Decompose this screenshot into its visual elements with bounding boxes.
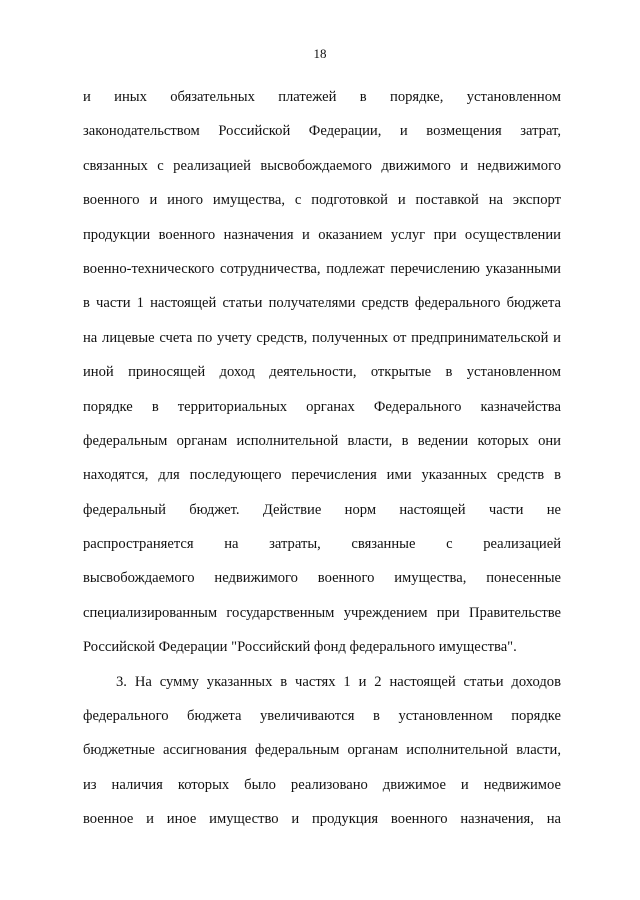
text-line: и иных обязательных платежей в порядке, установленном <box>83 89 561 105</box>
text-line: порядке в территориальных органах Федерального казначейства <box>83 398 561 415</box>
text-line: военного и иного имущества, с подготовкой и поставкой на экспорт <box>83 192 561 209</box>
text-line: федеральным органам исполнительной власти, в ведении которых они <box>83 432 561 449</box>
text-line: бюджетные ассигнования федеральным органам исполнительной власти, <box>83 742 561 759</box>
text-line: на лицевые счета по учету средств, полученных от предпринимательской и <box>83 329 561 346</box>
text-line: связанных с реализацией высвобождаемого движимого и недвижимого <box>83 157 561 174</box>
page-number: 18 <box>313 46 327 61</box>
body-text <box>83 80 561 837</box>
text-line: продукции военного назначения и оказанием услуг при осуществлении <box>83 226 561 243</box>
text-line: находятся, для последующего перечисления ими указанных средств в <box>83 467 561 484</box>
text-line: военно-технического сотрудничества, подлежат перечислению указанными <box>83 260 561 277</box>
text-line: из наличия которых было реализовано движимое и недвижимое <box>83 776 561 793</box>
paragraph-last-line: Российской Федерации "Российский фонд федерального имущества". <box>83 639 517 656</box>
text-line: специализированным государственным учреждением при Правительстве <box>83 604 561 621</box>
text-line: законодательством Российской Федерации, и возмещения затрат, <box>83 123 561 140</box>
text-line: иной приносящей доход деятельности, открытые в установленном <box>83 364 561 381</box>
paragraph-first-line: 3. На сумму указанных в частях 1 и 2 настоящей статьи доходов <box>116 673 561 690</box>
text-line: военное и иное имущество и продукция военного назначения, на <box>83 811 561 828</box>
text-line: распространяется на затраты, связанные с реализацией <box>83 536 561 553</box>
text-line: в части 1 настоящей статьи получателями средств федерального бюджета <box>83 295 561 312</box>
text-line: высвобождаемого недвижимого военного имущества, понесенные <box>83 570 561 587</box>
text-line: федеральный бюджет. Действие норм настоящей части не <box>83 501 561 518</box>
text-line: федерального бюджета увеличиваются в установленном порядке <box>83 708 561 725</box>
